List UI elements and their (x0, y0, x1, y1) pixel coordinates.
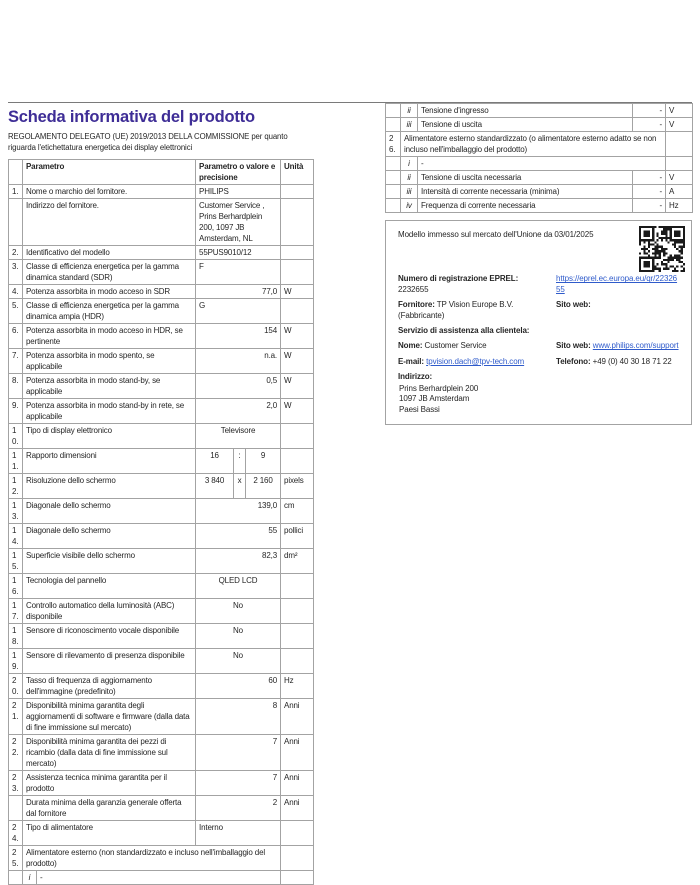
param-label: Potenza assorbita in modo acceso in SDR (23, 285, 196, 299)
param-label: Durata minima della garanzia generale offerta dal fornitore (23, 796, 196, 821)
row-number: 2. (9, 246, 23, 260)
table-row (9, 324, 314, 349)
table-row (9, 424, 314, 449)
table-row (9, 599, 314, 624)
table-row (9, 246, 314, 260)
page-title: Scheda informativa del prodotto (8, 108, 255, 126)
table-row (9, 549, 314, 574)
param-label: Alimentatore esterno standardizzato (o alimentatore esterno adatto se non incluso nell'imballaggio del prodotto) (401, 132, 666, 157)
row-number: 9. (9, 399, 23, 424)
unit-cell: Anni (281, 771, 314, 796)
service-name (398, 341, 556, 351)
email (398, 357, 556, 367)
param-value: - (633, 118, 666, 132)
unit-cell: W (281, 324, 314, 349)
table-row (9, 871, 314, 885)
param-label: Identificativo del modello (23, 246, 196, 260)
param-label: Sensore di rilevamento di presenza disponibile (23, 649, 196, 674)
table-row (386, 157, 693, 171)
param-value: 9 (246, 449, 281, 474)
table-header-row (9, 160, 314, 185)
table-row (9, 260, 314, 285)
param-value: 8 (196, 699, 281, 735)
registration-info-box (385, 220, 692, 425)
row-number: 25. (9, 846, 23, 871)
param-value: 139,0 (196, 499, 281, 524)
param-value: Customer Service , Prins Berhardplein 200, 1097 JB Amsterdam, NL (196, 199, 281, 246)
param-label: Potenza assorbita in modo stand-by in rete, se applicabile (23, 399, 196, 424)
param-value: 82,3 (196, 549, 281, 574)
param-label: Intensità di corrente necessaria (minima) (418, 185, 633, 199)
unit-cell: A (666, 185, 693, 199)
model-market-date: Modello immesso sul mercato dell'Unione da 03/01/2025 (398, 230, 594, 239)
param-label: Disponibilità minima garantita dei pezzi di ricambio (dalla data di fine immissione sul mercato) (23, 735, 196, 771)
row-number (9, 199, 23, 246)
param-value: 2 160 (246, 474, 281, 499)
service-name-row (398, 341, 681, 351)
unit-cell: V (666, 118, 693, 132)
param-label: Potenza assorbita in modo spento, se applicabile (23, 349, 196, 374)
param-value: G (196, 299, 281, 324)
row-number: 23. (9, 771, 23, 796)
email-label: E-mail: (398, 356, 424, 366)
row-number: 10. (9, 424, 23, 449)
unit-cell: V (666, 171, 693, 185)
param-label: Classe di efficienza energetica per la gamma dinamica ampia (HDR) (23, 299, 196, 324)
email-row (398, 357, 681, 367)
param-value: - (633, 185, 666, 199)
address-line: Prins Berhardplein 200 (399, 383, 479, 393)
param-value: Interno (196, 821, 281, 846)
table-row (9, 474, 314, 499)
param-label: Potenza assorbita in modo acceso in HDR, se pertinente (23, 324, 196, 349)
table-row (386, 118, 693, 132)
supplier (398, 300, 556, 321)
param-label: Risoluzione dello schermo (23, 474, 196, 499)
col-header-parametro: Parametro (23, 160, 196, 185)
param-value: 77,0 (196, 285, 281, 299)
table-row (9, 449, 314, 474)
param-label: Diagonale dello schermo (23, 499, 196, 524)
parameters-table-continued (385, 103, 693, 213)
param-label: Tensione di uscita necessaria (418, 171, 633, 185)
param-value: 0,5 (196, 374, 281, 399)
param-value: No (196, 649, 281, 674)
param-value: Televisore (196, 424, 281, 449)
regulation-subtitle: REGOLAMENTO DELEGATO (UE) 2019/2013 DELLA COMMISSIONE per quanto riguarda l'etichettatura energetica dei display elettronici (8, 132, 288, 152)
unit-cell: W (281, 399, 314, 424)
table-row (9, 285, 314, 299)
unit-cell (281, 846, 314, 871)
supplier-value: TP Vision Europe B.V. (Fabbricante) (398, 300, 514, 320)
row-number: 18. (9, 624, 23, 649)
eprel-link[interactable]: https://eprel.ec.europa.eu/qr/2232655 (556, 274, 678, 294)
unit-cell (281, 871, 314, 885)
param-label: Alimentatore esterno (non standardizzato e incluso nell'imballaggio del prodotto) (23, 846, 281, 871)
param-label: Rapporto dimensioni (23, 449, 196, 474)
parameters-table (8, 159, 314, 885)
address-line: Paesi Bassi (399, 404, 440, 414)
sub-index: i (401, 157, 418, 171)
row-number (9, 871, 23, 885)
row-number: 7. (9, 349, 23, 374)
unit-cell (666, 157, 693, 171)
table-row (9, 349, 314, 374)
row-number (386, 199, 401, 213)
row-number: 8. (9, 374, 23, 399)
row-number: 13. (9, 499, 23, 524)
unit-cell: dm² (281, 549, 314, 574)
sub-index: ii (401, 171, 418, 185)
param-value: 7 (196, 771, 281, 796)
param-value: F (196, 260, 281, 285)
unit-cell (281, 449, 314, 474)
eprel-row (398, 274, 681, 295)
row-number: 12. (9, 474, 23, 499)
row-number (386, 157, 401, 171)
sub-index: iv (401, 199, 418, 213)
param-label: Assistenza tecnica minima garantita per il prodotto (23, 771, 196, 796)
name-label: Nome: (398, 341, 423, 351)
unit-cell (281, 424, 314, 449)
param-label: Frequenza di corrente necessaria (418, 199, 633, 213)
table-row (9, 399, 314, 424)
unit-cell: W (281, 285, 314, 299)
website-1 (556, 300, 681, 321)
eprel-number: 2232655 (398, 284, 429, 294)
unit-cell: Anni (281, 735, 314, 771)
unit-cell (281, 260, 314, 285)
param-value: 2,0 (196, 399, 281, 424)
address-heading: Indirizzo: (398, 372, 433, 382)
param-value: 16 (196, 449, 234, 474)
param-value: 7 (196, 735, 281, 771)
col-header-unita: Unità (281, 160, 314, 185)
table-row (9, 821, 314, 846)
customer-service-heading: Servizio di assistenza alla clientela: (398, 325, 530, 335)
param-label: Indirizzo del fornitore. (23, 199, 196, 246)
param-value: 154 (196, 324, 281, 349)
table-row (9, 299, 314, 324)
table-row (9, 624, 314, 649)
unit-cell: pixels (281, 474, 314, 499)
row-number: 1. (9, 185, 23, 199)
row-number (386, 118, 401, 132)
eprel-label: Numero di registrazione EPREL: (398, 274, 519, 284)
table-row (9, 185, 314, 199)
table-row (9, 574, 314, 599)
address-line: 1097 JB Amsterdam (399, 394, 470, 404)
row-number: 17. (9, 599, 23, 624)
unit-cell: W (281, 349, 314, 374)
param-value: 2 (196, 796, 281, 821)
unit-cell (281, 599, 314, 624)
row-number: 20. (9, 674, 23, 699)
param-label: Tipo di display elettronico (23, 424, 196, 449)
unit-cell (281, 649, 314, 674)
row-number: 5. (9, 299, 23, 324)
table-row (386, 199, 693, 213)
row-number: 15. (9, 549, 23, 574)
table-row (9, 199, 314, 246)
param-label: Nome o marchio del fornitore. (23, 185, 196, 199)
param-value: 60 (196, 674, 281, 699)
param-value: PHILIPS (196, 185, 281, 199)
table-row (9, 374, 314, 399)
row-number: 11. (9, 449, 23, 474)
param-value: 55 (196, 524, 281, 549)
unit-cell: pollici (281, 524, 314, 549)
sub-index: ii (401, 104, 418, 118)
row-number: 6. (9, 324, 23, 349)
param-value: - (633, 199, 666, 213)
table-row (9, 735, 314, 771)
table-row (9, 796, 314, 821)
name-value: Customer Service (424, 341, 487, 351)
param-label: Disponibilità minima garantita degli aggiornamenti di software e firmware (dalla data di fine immissione sul mercato) (23, 699, 196, 735)
unit-cell (281, 199, 314, 246)
table-row (9, 524, 314, 549)
param-label: Tensione di uscita (418, 118, 633, 132)
unit-cell: cm (281, 499, 314, 524)
unit-cell (666, 132, 693, 157)
param-value: QLED LCD (196, 574, 281, 599)
website-2 (556, 341, 681, 351)
param-value: 3 840 (196, 474, 234, 499)
unit-cell (281, 299, 314, 324)
row-number (9, 796, 23, 821)
email-link[interactable]: tpvision.dach@tpv-tech.com (426, 356, 525, 366)
address-block (396, 384, 681, 415)
table-row (9, 771, 314, 796)
param-value: : (234, 449, 246, 474)
param-value: - (37, 871, 281, 885)
table-row (9, 699, 314, 735)
unit-cell: Hz (666, 199, 693, 213)
param-value: - (633, 171, 666, 185)
unit-cell (281, 574, 314, 599)
param-value: - (418, 157, 666, 171)
row-number (386, 171, 401, 185)
param-label: Tipo di alimentatore (23, 821, 196, 846)
sub-index: i (23, 871, 37, 885)
param-label: Tasso di frequenza di aggiornamento dell'immagine (predefinito) (23, 674, 196, 699)
param-value: No (196, 624, 281, 649)
unit-cell (281, 624, 314, 649)
eprel-registration (398, 274, 556, 295)
right-column (385, 103, 692, 425)
website-2-label: Sito web: (556, 341, 591, 351)
left-column (8, 106, 313, 885)
param-value: n.a. (196, 349, 281, 374)
param-value: - (633, 104, 666, 118)
row-number: 3. (9, 260, 23, 285)
row-number: 19. (9, 649, 23, 674)
param-label: Superficie visibile dello schermo (23, 549, 196, 574)
table-row (386, 171, 693, 185)
unit-cell (281, 246, 314, 260)
row-number: 16. (9, 574, 23, 599)
table-row (9, 674, 314, 699)
row-number: 26. (386, 132, 401, 157)
sub-index: iii (401, 185, 418, 199)
support-website-link[interactable]: www.philips.com/support (592, 341, 679, 351)
supplier-label: Fornitore: (398, 300, 435, 310)
unit-cell: Anni (281, 796, 314, 821)
param-label: Classe di efficienza energetica per la gamma dinamica standard (SDR) (23, 260, 196, 285)
sub-index: iii (401, 118, 418, 132)
table-row (9, 846, 314, 871)
phone (556, 357, 681, 367)
unit-cell: Anni (281, 699, 314, 735)
col-header-valore: Parametro o valore e precisione (196, 160, 281, 185)
website-1-label: Sito web: (556, 300, 591, 310)
param-value: No (196, 599, 281, 624)
unit-cell: W (281, 374, 314, 399)
table-row (386, 132, 693, 157)
param-label: Sensore di riconoscimento vocale disponibile (23, 624, 196, 649)
param-label: Potenza assorbita in modo stand-by, se applicabile (23, 374, 196, 399)
param-label: Tecnologia del pannello (23, 574, 196, 599)
unit-cell (281, 821, 314, 846)
param-label: Controllo automatico della luminosità (ABC) disponibile (23, 599, 196, 624)
table-row (386, 185, 693, 199)
table-row (9, 649, 314, 674)
row-number: 22. (9, 735, 23, 771)
row-number (386, 104, 401, 118)
param-label: Diagonale dello schermo (23, 524, 196, 549)
row-number (386, 185, 401, 199)
phone-value: +49 (0) 40 30 18 71 22 (592, 356, 672, 366)
row-number: 21. (9, 699, 23, 735)
unit-cell (281, 185, 314, 199)
eprel-link-wrap (556, 274, 681, 295)
param-value: x (234, 474, 246, 499)
supplier-row (398, 300, 681, 321)
phone-label: Telefono: (556, 356, 591, 366)
table-row (386, 104, 693, 118)
header-num-cell (9, 160, 23, 185)
row-number: 24. (9, 821, 23, 846)
qr-code (639, 226, 685, 272)
row-number: 14. (9, 524, 23, 549)
table-row (9, 499, 314, 524)
param-label: Tensione d'ingresso (418, 104, 633, 118)
unit-cell: Hz (281, 674, 314, 699)
row-number: 4. (9, 285, 23, 299)
unit-cell: V (666, 104, 693, 118)
param-value: 55PUS9010/12 (196, 246, 281, 260)
